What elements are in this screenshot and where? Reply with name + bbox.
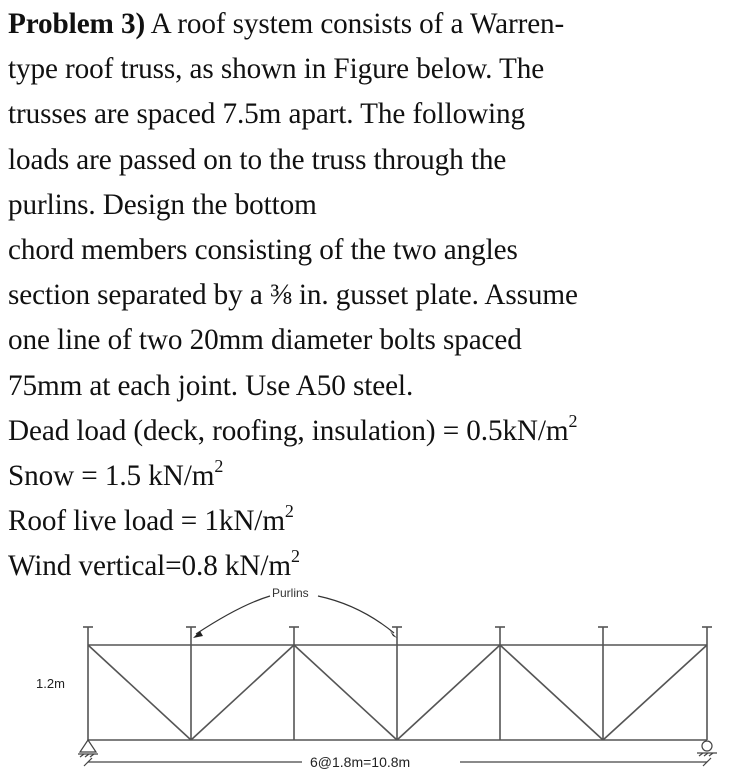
problem-statement (8, 2, 743, 589)
problem-label: Problem 3) (8, 8, 146, 40)
purlins-label: Purlins (272, 586, 309, 600)
truss-figure (0, 570, 745, 772)
diagonal-2 (191, 645, 294, 740)
text-line-8: one line of two 20mm diameter bolts spaced (8, 324, 522, 357)
diagonal-3 (294, 645, 397, 740)
span-label: 6@1.8m=10.8m (310, 754, 411, 770)
roller-support-right (697, 741, 717, 756)
purlins-leaders (196, 596, 394, 634)
truss-members (83, 627, 712, 740)
text-line-9: 75mm at each joint. Use A50 steel. (8, 369, 414, 402)
snow-load-line: Snow = 1.5 $kN/m^2$ (8, 455, 224, 492)
text-line-7: section separated by a ⅜ in. gusset plate. Assume (8, 279, 578, 312)
diagonal-5 (500, 645, 603, 740)
height-label: 1.2m (36, 676, 65, 691)
text-line-1: Problem 3) A roof system consists of a Warren- (8, 8, 565, 40)
text-line-6: chord members consisting of the two angles (8, 233, 518, 266)
text-line-3: trusses are spaced 7.5m apart. The following (8, 98, 526, 131)
text-line-4: loads are passed on to the truss through the (8, 143, 507, 176)
wind-load-line: Wind vertical=0.8 $kN/m^2$ (8, 546, 300, 583)
text-line-5: purlins. Design the bottom (8, 188, 317, 221)
pin-support-left (78, 740, 98, 757)
dead-load-line: Dead load (deck, roofing, insulation) = $0.5kN/m^2$ (8, 410, 578, 447)
diagonal-4 (397, 645, 500, 740)
diagonal-6 (603, 645, 707, 740)
diagonal-1 (88, 645, 191, 740)
text-line-2: type roof truss, as shown in Figure below. The (8, 53, 545, 86)
roof-live-load-line: Roof live load = $1kN/m^2$ (8, 501, 294, 538)
